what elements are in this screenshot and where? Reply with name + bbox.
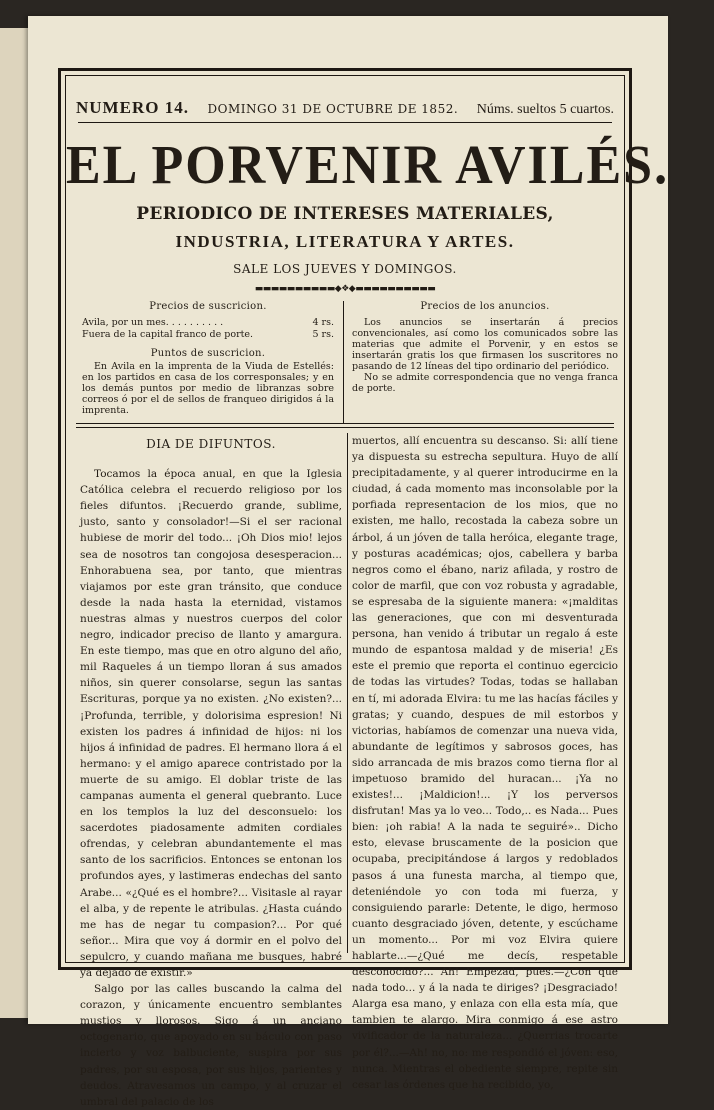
ads-note: No se admite correspondencia que no venga franca de porte. <box>352 372 618 394</box>
article-paragraph: muertos, allí encuentra su descanso. Si: allí tiene ya dispuesta su estrecha sepultura. Huyo de allí precipitadamente, y al querer introducirme en la ciudad, á cada momento mas inconsolable por la porfiada representacion de los mios, que no existen, me hallo, recostada la cabeza sobre un árbol, á un jóven de talla heróica, elegante trage, y posturas académicas; ojos, cabellera y barba negros como el ébano, nariz afilada, y rostro de color de marfil, que con voz robusta y agradable, se espresaba de la siguiente manera: «¡malditas las generaciones, que con mi desventurada persona, han venido á tributar un regalo á este mundo de espantosa maldad y de miseria! ¿Es este el premio que reporta el continuo egercicio de todas las virtudes? Todas, todas se hallaban en tí, mi adorada Elvira: tu me las hacías fáciles y gratas; y cuando, despues de mil estorbos y victorias, habíamos de comenzar una nueva vida, abundante de legítimos y sabrosos goces, has sido arrancada de mis brazos como tierna flor al impetuoso bramido del huracan... ¡Ya no existes!... ¡Maldicion!... ¡Y los perversos disfrutan! Mas ya lo veo... Todo,.. es Nada... Pues bien: ¡oh rabia! A la nada te seguiré».. Dicho esto, elevase bruscamente de la posicion que ocupaba, precipitándose á largos y redoblados pasos á una funesta marcha, al tiempo que, deteniéndole yo con toda mi fuerza, y consiguiendo pararle: Detente, le digo, hermoso cuanto desgraciado jóven, detente, y escúchame un momento... Por mi voz Elvira quiere hablarte...—¿Qué me decís, respetable desconocido?... Ah! Empezad, pues.—¿Con que nada todo... y á la nada te diriges? ¡Desgraciado! Alarga esa mano, y enlaza con ella esta mía, que tambien te alargo. Mira conmigo á ese astro vivificador de la naturaleza... ¿Querrias trocarte por él?...—Ah! no, no: me respondió el jóven: eso, nunca. Mientras el obediente siempre, repite sin cesar las órdenes que ha recibido, yo, <box>352 435 618 1091</box>
subscription-points-text: En Avila en la imprenta de la Viuda de Estellés: en los partidos en casa de los corresponsales; y en los demás puntos por medio de libranzas sobre correos ó por el de sellos de franqueo dirigidos á la imprenta. <box>82 361 334 416</box>
price-row <box>82 317 334 328</box>
newspaper-subtitle-topics: INDUSTRIA, LITERATURA Y ARTES. <box>175 232 515 251</box>
article-paragraph: Salgo por las calles buscando la calma del corazon, y únicamente encuentro semblantes mustios y llorosos. Sigo á un anciano octogenario, que apoyado en su báculo con paso incierto y voz balbuciente, suspira por sus padres, por su esposa, por sus hijos, parientes y deudos. Atravesamos un campo, y al cruzar el umbral del palacio de los <box>80 983 342 1108</box>
price-row-label: Fuera de la capital franco de porte. <box>82 329 254 340</box>
article-column-left <box>80 433 342 1108</box>
issue-number: NUMERO 14. <box>76 98 189 117</box>
price-row-label: Avila, por un mes. . . . . . . . . . <box>82 317 224 328</box>
price-row-value: 4 rs. <box>312 317 334 328</box>
newspaper-title: EL PORVENIR AVILÉS. <box>66 135 670 196</box>
article-paragraph: Tocamos la época anual, en que la Iglesia Católica celebra el recuerdo religioso por los fieles difuntos. ¡Recuerdo grande, sublime, justo, santo y consolador!—Si el ser racional hubiese de morir del todo... ¡Oh Dios mio! lejos sea de nosotros tan congojosa desesperacion... Enhorabuena sea, por tanto, que mientras viajamos por este gran tránsito, que conduce desde la nada hasta la eternidad, vistamos nuestras almas y nuestros cuerpos del color negro, indicador preciso de llanto y amargura. En este tiempo, mas que en otro alguno del año, mil Raqueles á un tiempo lloran á sus amados niños, sin querer consolarse, segun las santas Escrituras, porque ya no existen. ¿No existen?... ¡Profunda, terrible, y dolorisima espresion! Ni existen los padres á infinidad de hijos: ni los hijos á infinidad de padres. El hermano llora á el hermano: y el amigo aparece contristado por la muerte de su amigo. El doblar triste de las campanas aumenta el general quebranto. Luce en los templos la luz del desconsuelo: los sacerdotes piadosamente admiten cordiales ofrendas, y celebran abundantemente el mas santo de los sacrificios. Entonces se entonan los profundos ayes, y lastimeras endechas del santo Arabe... «¿Qué es el hombre?... Visitasle al rayar el alba, y de repente le atribulas. ¿Hasta cuándo me has de negar tu compasion?... Por qué señor... Mira que voy á dormir en el polvo del sepulcro, y cuando mañana me busques, habré ya dejado de existir.» <box>80 468 342 979</box>
subscription-points-header: Puntos de suscricion. <box>150 348 266 359</box>
subscription-prices-header: Precios de suscricion. <box>149 301 267 312</box>
masthead-rule <box>78 122 612 123</box>
ads-prices-header: Precios de los anuncios. <box>420 301 550 312</box>
ads-text: Los anuncios se insertarán á precios convencionales, así como los comunicados sobre las materias que admite el Porvenir, y en estos se insertarán gratis los que firmasen los suscritores no pasando de 12 líneas del tipo ordinario del periódico. <box>352 317 618 372</box>
issue-line <box>76 98 614 118</box>
article-title: DIA DE DIFUNTOS. <box>146 437 276 451</box>
section-rule <box>76 423 614 424</box>
price-row <box>82 329 334 340</box>
issue-price: Núms. sueltos 5 cuartos. <box>476 102 614 117</box>
newspaper-subtitle: PERIODICO DE INTERESES MATERIALES, <box>136 204 554 224</box>
price-row-value: 5 rs. <box>312 329 334 340</box>
newspaper-page <box>28 16 670 1108</box>
inner-border <box>65 75 670 1108</box>
ornament-divider: ▬▬▬▬▬▬▬▬▬▬◆❖◆▬▬▬▬▬▬▬▬▬▬ <box>254 284 436 294</box>
issue-date: DOMINGO 31 DE OCTUBRE DE 1852. <box>207 102 459 116</box>
subscription-box <box>82 301 334 416</box>
section-rule <box>76 427 614 428</box>
article-column-right <box>352 433 618 1091</box>
previous-page-edge <box>0 28 30 1018</box>
page-border <box>58 68 670 1108</box>
publication-frequency: SALE LOS JUEVES Y DOMINGOS. <box>233 262 457 276</box>
info-column-divider <box>343 301 344 423</box>
ads-box <box>352 301 618 394</box>
article-column-divider <box>347 433 348 953</box>
